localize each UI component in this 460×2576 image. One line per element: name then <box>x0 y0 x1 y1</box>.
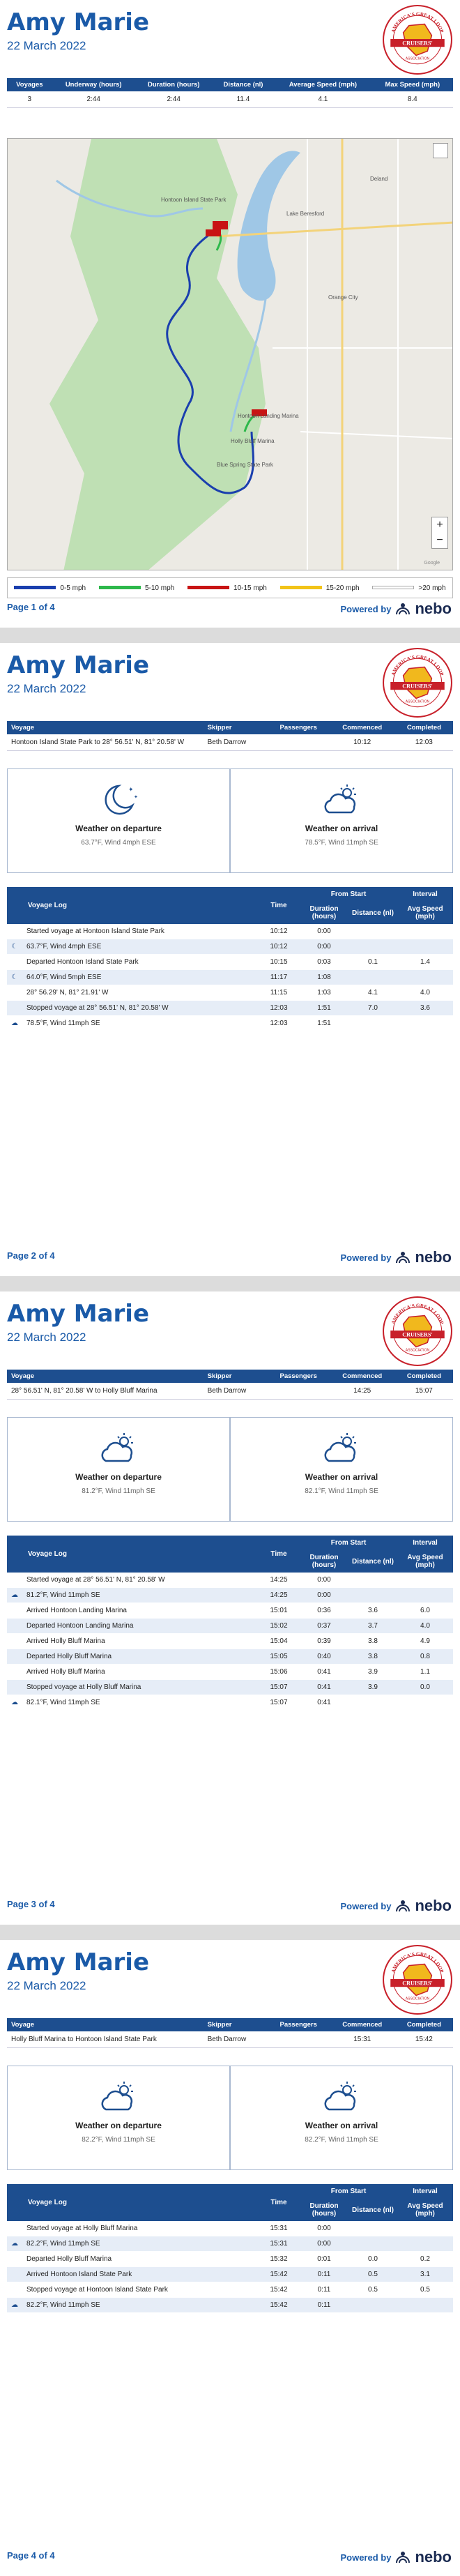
commenced: 15:31 <box>330 2031 395 2048</box>
blank-icon <box>7 985 22 1001</box>
map-label: Hontoon Island State Park <box>161 197 227 203</box>
summary-header: Voyages <box>7 78 52 91</box>
blank-icon <box>7 1001 22 1016</box>
svg-text:✦: ✦ <box>134 795 138 800</box>
legend-item: 0-5 mph <box>14 584 86 592</box>
commenced: 10:12 <box>330 734 395 751</box>
log-row: Started voyage at 28° 56.51' N, 81° 20.58' W 14:25 0:00 <box>7 1573 453 1588</box>
legend-item: >20 mph <box>372 584 445 592</box>
cloud-sun-icon <box>321 782 362 818</box>
nebo-icon <box>395 1250 411 1264</box>
log-row: ☁ 78.5°F, Wind 11mph SE 12:03 1:51 <box>7 1016 453 1031</box>
svg-text:Google: Google <box>424 561 440 566</box>
weather-departure: Weather on departure 81.2°F, Wind 11mph SE <box>7 1417 230 1522</box>
cloud-icon: ☁ <box>7 2236 22 2252</box>
boat-name: Amy Marie <box>7 1300 149 1328</box>
moon-icon: ☾ <box>7 939 22 955</box>
logo-top: AMERICA'S GREAT LOOP <box>390 1303 445 1326</box>
powered-by <box>340 1897 452 1915</box>
passengers <box>268 734 330 751</box>
brand-nebo: nebo <box>415 600 452 617</box>
logo-top: AMERICA'S GREAT LOOP <box>390 11 445 34</box>
skipper-name: Beth Darrow <box>204 1383 268 1400</box>
summary-table <box>7 78 453 108</box>
summary-value: 4.1 <box>274 91 371 108</box>
arrival-weather: 78.5°F, Wind 11mph SE <box>305 839 378 847</box>
moon-icon: ☾ <box>7 970 22 985</box>
logo-mid: CRUISERS' <box>402 1331 433 1338</box>
legend-item: 10-15 mph <box>187 584 267 592</box>
log-row: Arrived Holly Bluff Marina 15:06 0:41 3.9 1.1 <box>7 1665 453 1680</box>
page-footer: Page 3 of 4 <box>7 1899 55 1909</box>
log-row: ☾ 63.7°F, Wind 4mph ESE 10:12 0:00 <box>7 939 453 955</box>
page-3 <box>0 1291 460 1925</box>
completed: 12:03 <box>395 734 453 751</box>
log-row: Arrived Hontoon Island State Park 15:42 0:11 0.5 3.1 <box>7 2267 453 2282</box>
summary-header: Duration (hours) <box>135 78 213 91</box>
report-date: 22 March 2022 <box>7 1331 86 1344</box>
log-row: ☁ 82.1°F, Wind 11mph SE 15:07 0:41 <box>7 1695 453 1711</box>
powered-by <box>340 600 452 618</box>
summary-header: Underway (hours) <box>52 78 135 91</box>
log-row: Stopped voyage at Hontoon Island State Park 15:42 0:11 0.5 0.5 <box>7 2282 453 2298</box>
departure-weather: 63.7°F, Wind 4mph ESE <box>81 839 156 847</box>
blank-icon <box>7 2252 22 2267</box>
logo-bot: ASSOCIATION <box>405 699 430 704</box>
skipper-name: Beth Darrow <box>204 2031 268 2048</box>
loop-logo <box>382 1296 453 1367</box>
logo-mid: CRUISERS' <box>402 40 433 47</box>
cloud-sun-icon <box>98 2079 139 2115</box>
log-row: Arrived Holly Bluff Marina 15:04 0:39 3.8 4.9 <box>7 1634 453 1649</box>
blank-icon <box>7 2221 22 2236</box>
cloud-sun-icon <box>98 1430 139 1467</box>
route-map[interactable] <box>7 138 453 570</box>
weather-arrival: Weather on arrival 82.1°F, Wind 11mph SE <box>230 1417 453 1522</box>
log-row: ☾ 64.0°F, Wind 5mph ESE 11:17 1:08 <box>7 970 453 985</box>
voyage-log: Voyage Log Time From Start Interval Duration (hours) Distance (nl) Avg Speed (mph) Started voyage at Holly Bluff Marina 15:31 0:00 ☁ 82.2°F, Wind 11mph SE 15:31 0:00 Departed Holly Bluff Marina 15:32 0:01 0.0 0.2 Arrived Hontoon Island State Park 15:42 0:11 0.5 3.1 Stopped voyage at Hontoon Island State Park 15:42 0:11 0.5 0.5 ☁ 82.2°F, Wind 11mph SE 15:42 0:11 <box>7 2184 453 2313</box>
page-footer: Page 4 of 4 <box>7 2550 55 2561</box>
weather-departure: Weather on departure 82.2°F, Wind 11mph SE <box>7 2066 230 2170</box>
powered-text: Powered by <box>340 603 392 614</box>
nebo-icon <box>395 602 411 616</box>
voyage-route: 28° 56.51' N, 81° 20.58' W to Holly Bluff Marina <box>7 1383 204 1400</box>
log-row: Started voyage at Holly Bluff Marina 15:31 0:00 <box>7 2221 453 2236</box>
powered-text: Powered by <box>340 1252 392 1263</box>
summary-header: Distance (nl) <box>213 78 275 91</box>
blank-icon <box>7 1649 22 1665</box>
summary-header: Average Speed (mph) <box>274 78 371 91</box>
log-row: Departed Hontoon Landing Marina 15:02 0:37 3.7 4.0 <box>7 1619 453 1634</box>
map-label: Blue Spring State Park <box>217 462 273 468</box>
logo-top: AMERICA'S GREAT LOOP <box>390 1951 445 1974</box>
blank-icon <box>7 924 22 939</box>
brand-nebo: nebo <box>415 1248 452 1266</box>
speed-legend <box>7 577 453 598</box>
passengers <box>268 2031 330 2048</box>
log-row: ☁ 82.2°F, Wind 11mph SE 15:42 0:11 <box>7 2298 453 2313</box>
log-row: Departed Holly Bluff Marina 15:05 0:40 3.8 0.8 <box>7 1649 453 1665</box>
nebo-icon <box>395 1899 411 1913</box>
blank-icon <box>7 2282 22 2298</box>
powered-text: Powered by <box>340 1900 392 1911</box>
log-row: ☁ 82.2°F, Wind 11mph SE 15:31 0:00 <box>7 2236 453 2252</box>
voyage-route: Holly Bluff Marina to Hontoon Island State Park <box>7 2031 204 2048</box>
loop-logo <box>382 4 453 75</box>
blank-icon <box>7 1573 22 1588</box>
boat-name: Amy Marie <box>7 1948 149 1976</box>
cloud-icon: ☁ <box>7 1588 22 1603</box>
map-label: Deland <box>370 176 388 182</box>
loop-logo <box>382 647 453 718</box>
page-4 <box>0 1940 460 2576</box>
log-row: Started voyage at Hontoon Island State Park 10:12 0:00 <box>7 924 453 939</box>
legend-item: 5-10 mph <box>99 584 174 592</box>
boat-name: Amy Marie <box>7 8 149 36</box>
weather-arrival: Weather on arrival 78.5°F, Wind 11mph SE <box>230 768 453 873</box>
departure-weather: 81.2°F, Wind 11mph SE <box>82 1487 155 1495</box>
report-date: 22 March 2022 <box>7 682 86 695</box>
map-label: Lake Beresford <box>286 211 325 217</box>
summary-value: 3 <box>7 91 52 108</box>
log-row: Stopped voyage at 28° 56.51' N, 81° 20.58' W 12:03 1:51 7.0 3.6 <box>7 1001 453 1016</box>
page-1 <box>0 0 460 628</box>
log-row: Departed Holly Bluff Marina 15:32 0:01 0.0 0.2 <box>7 2252 453 2267</box>
arrival-weather: 82.1°F, Wind 11mph SE <box>305 1487 378 1495</box>
voyage-log: Voyage Log Time From Start Interval Duration (hours) Distance (nl) Avg Speed (mph) Started voyage at Hontoon Island State Park 10:12 0:00 ☾ 63.7°F, Wind 4mph ESE 10:12 0:00 Departed Hontoon Island State Park 10:15 0:03 0.1 1.4 ☾ 64.0°F, Wind 5mph ESE 11:17 1:08 28° 56.29' N, 81° 21.91' W 11:15 1:03 4.1 4.0 Stopped voyage at 28° 56.51' N, 81° 20.58' W 12:03 1:51 7.0 3.6 ☁ 78.5°F, Wind 11mph SE 12:03 1:51 <box>7 887 453 1031</box>
powered-text: Powered by <box>340 2552 392 2563</box>
cloud-icon: ☁ <box>7 1695 22 1711</box>
moon-icon <box>98 782 139 818</box>
brand-nebo: nebo <box>415 1897 452 1914</box>
loop-logo <box>382 1944 453 2015</box>
svg-text:✦: ✦ <box>128 786 134 793</box>
weather-arrival: Weather on arrival 82.2°F, Wind 11mph SE <box>230 2066 453 2170</box>
commenced: 14:25 <box>330 1383 395 1400</box>
log-row: 28° 56.29' N, 81° 21.91' W 11:15 1:03 4.1 4.0 <box>7 985 453 1001</box>
logo-bot: ASSOCIATION <box>405 1997 430 2001</box>
page-footer: Page 2 of 4 <box>7 1250 55 1261</box>
departure-weather: 82.2°F, Wind 11mph SE <box>82 2136 155 2144</box>
cloud-icon: ☁ <box>7 2298 22 2313</box>
powered-by <box>340 2548 452 2566</box>
blank-icon <box>7 1619 22 1634</box>
map-label: Hontoon Landing Marina <box>238 413 299 419</box>
log-row: Departed Hontoon Island State Park 10:15 0:03 0.1 1.4 <box>7 955 453 970</box>
brand-nebo: nebo <box>415 2548 452 2566</box>
summary-value: 11.4 <box>213 91 275 108</box>
log-row: ☁ 81.2°F, Wind 11mph SE 14:25 0:00 <box>7 1588 453 1603</box>
logo-top: AMERICA'S GREAT LOOP <box>390 654 445 677</box>
completed: 15:42 <box>395 2031 453 2048</box>
blank-icon <box>7 1634 22 1649</box>
zoom-controls[interactable]: + − <box>431 517 448 549</box>
voyage-log: Voyage Log Time From Start Interval Duration (hours) Distance (nl) Avg Speed (mph) Started voyage at 28° 56.51' N, 81° 20.58' W 14:25 0:00 ☁ 81.2°F, Wind 11mph SE 14:25 0:00 Arrived Hontoon Landing Marina 15:01 0:36 3.6 6.0 Departed Hontoon Landing Marina 15:02 0:37 3.7 4.0 Arrived Holly Bluff Marina 15:04 0:39 3.8 4.9 Departed Holly Bluff Marina 15:05 0:40 3.8 0.8 Arrived Holly Bluff Marina 15:06 0:41 3.9 1.1 Stopped voyage at Holly Bluff Marina 15:07 0:41 3.9 0.0 ☁ 82.1°F, Wind 11mph SE 15:07 0:41 <box>7 1536 453 1711</box>
fullscreen-icon[interactable] <box>433 143 448 158</box>
summary-value: 8.4 <box>372 91 453 108</box>
page-2 <box>0 643 460 1276</box>
logo-mid: CRUISERS' <box>402 683 433 690</box>
blank-icon <box>7 1665 22 1680</box>
weather-departure: ✦ ✦ Weather on departure 63.7°F, Wind 4mph ESE <box>7 768 230 873</box>
legend-item: 15-20 mph <box>280 584 360 592</box>
logo-bot: ASSOCIATION <box>405 56 430 61</box>
passengers <box>268 1383 330 1400</box>
summary-value: 2:44 <box>52 91 135 108</box>
cloud-sun-icon <box>321 1430 362 1467</box>
map-label: Holly Bluff Marina <box>231 438 275 444</box>
log-row: Stopped voyage at Holly Bluff Marina 15:07 0:41 3.9 0.0 <box>7 1680 453 1695</box>
cloud-sun-icon <box>321 2079 362 2115</box>
powered-by <box>340 1248 452 1266</box>
map-label: Orange City <box>328 294 358 301</box>
voyage-table: Voyage Skipper Passengers Commenced Completed Hontoon Island State Park to 28° 56.51' N, 81° 20.58' W Beth Darrow 10:12 12:03 <box>7 721 453 751</box>
blank-icon <box>7 1680 22 1695</box>
logo-bot: ASSOCIATION <box>405 1348 430 1353</box>
cloud-icon: ☁ <box>7 1016 22 1031</box>
report-date: 22 March 2022 <box>7 1979 86 1992</box>
voyage-table: Voyage Skipper Passengers Commenced Completed 28° 56.51' N, 81° 20.58' W to Holly Bluff Marina Beth Darrow 14:25 15:07 <box>7 1370 453 1400</box>
blank-icon <box>7 2267 22 2282</box>
report-date: 22 March 2022 <box>7 39 86 52</box>
blank-icon <box>7 955 22 970</box>
blank-icon <box>7 1603 22 1619</box>
skipper-name: Beth Darrow <box>204 734 268 751</box>
summary-value: 2:44 <box>135 91 213 108</box>
completed: 15:07 <box>395 1383 453 1400</box>
logo-mid: CRUISERS' <box>402 1980 433 1987</box>
voyage-route: Hontoon Island State Park to 28° 56.51' N, 81° 20.58' W <box>7 734 204 751</box>
summary-header: Max Speed (mph) <box>372 78 453 91</box>
nebo-icon <box>395 2550 411 2564</box>
page-footer: Page 1 of 4 <box>7 602 55 612</box>
arrival-weather: 82.2°F, Wind 11mph SE <box>305 2136 378 2144</box>
voyage-table: Voyage Skipper Passengers Commenced Completed Holly Bluff Marina to Hontoon Island State Park Beth Darrow 15:31 15:42 <box>7 2018 453 2048</box>
log-row: Arrived Hontoon Landing Marina 15:01 0:36 3.6 6.0 <box>7 1603 453 1619</box>
boat-name: Amy Marie <box>7 651 149 679</box>
